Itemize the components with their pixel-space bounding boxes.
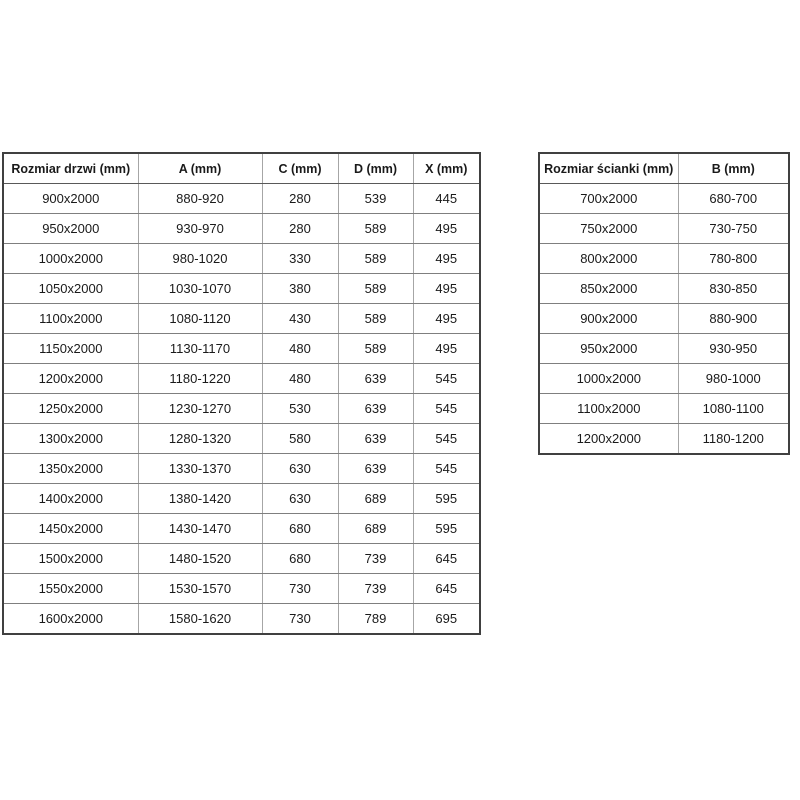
table-cell: 1100x2000 [3, 304, 138, 334]
table-cell: 880-900 [678, 304, 789, 334]
table-cell: 1030-1070 [138, 274, 262, 304]
table-cell: 639 [338, 394, 413, 424]
table-cell: 1380-1420 [138, 484, 262, 514]
table-row [3, 184, 480, 214]
table-cell: 1150x2000 [3, 334, 138, 364]
table-cell: 595 [413, 514, 480, 544]
table-cell: 545 [413, 454, 480, 484]
table-cell: 880-920 [138, 184, 262, 214]
table-header-cell: Rozmiar ścianki (mm) [539, 153, 678, 184]
table-cell: 589 [338, 334, 413, 364]
table-cell: 789 [338, 604, 413, 635]
table-cell: 645 [413, 544, 480, 574]
table-row [539, 244, 789, 274]
table-cell: 495 [413, 244, 480, 274]
table-cell: 1480-1520 [138, 544, 262, 574]
table-cell: 539 [338, 184, 413, 214]
wall-size-table-head [539, 153, 789, 184]
table-header-cell: X (mm) [413, 153, 480, 184]
table-row [539, 184, 789, 214]
table-cell: 589 [338, 274, 413, 304]
table-cell: 1200x2000 [3, 364, 138, 394]
table-row [3, 214, 480, 244]
table-cell: 645 [413, 574, 480, 604]
table-cell: 830-850 [678, 274, 789, 304]
table-cell: 495 [413, 274, 480, 304]
table-cell: 730 [262, 574, 338, 604]
table-row [539, 214, 789, 244]
table-row [3, 244, 480, 274]
wall-size-table [538, 152, 790, 455]
door-size-table-body [3, 184, 480, 635]
table-row [539, 424, 789, 455]
table-cell: 1580-1620 [138, 604, 262, 635]
table-cell: 639 [338, 454, 413, 484]
table-cell: 1450x2000 [3, 514, 138, 544]
table-cell: 1400x2000 [3, 484, 138, 514]
table-cell: 595 [413, 484, 480, 514]
table-cell: 1180-1220 [138, 364, 262, 394]
wall-size-table-body [539, 184, 789, 455]
table-cell: 950x2000 [3, 214, 138, 244]
table-cell: 930-950 [678, 334, 789, 364]
table-cell: 750x2000 [539, 214, 678, 244]
table-cell: 980-1020 [138, 244, 262, 274]
table-cell: 589 [338, 304, 413, 334]
table-cell: 689 [338, 484, 413, 514]
table-cell: 1550x2000 [3, 574, 138, 604]
table-cell: 330 [262, 244, 338, 274]
table-cell: 1000x2000 [3, 244, 138, 274]
table-cell: 639 [338, 364, 413, 394]
table-cell: 380 [262, 274, 338, 304]
table-cell: 930-970 [138, 214, 262, 244]
table-cell: 700x2000 [539, 184, 678, 214]
table-cell: 280 [262, 184, 338, 214]
table-cell: 730 [262, 604, 338, 635]
table-cell: 545 [413, 364, 480, 394]
table-row [539, 394, 789, 424]
table-row [3, 334, 480, 364]
table-row [539, 364, 789, 394]
table-row [3, 364, 480, 394]
table-cell: 1250x2000 [3, 394, 138, 424]
table-row [3, 574, 480, 604]
table-cell: 1200x2000 [539, 424, 678, 455]
table-cell: 800x2000 [539, 244, 678, 274]
table-header-row [539, 153, 789, 184]
table-cell: 530 [262, 394, 338, 424]
table-row [3, 394, 480, 424]
table-cell: 580 [262, 424, 338, 454]
table-cell: 495 [413, 304, 480, 334]
table-row [3, 274, 480, 304]
table-cell: 445 [413, 184, 480, 214]
table-cell: 495 [413, 214, 480, 244]
table-cell: 495 [413, 334, 480, 364]
table-cell: 730-750 [678, 214, 789, 244]
table-cell: 980-1000 [678, 364, 789, 394]
table-cell: 1100x2000 [539, 394, 678, 424]
table-cell: 545 [413, 394, 480, 424]
table-cell: 1300x2000 [3, 424, 138, 454]
table-row [3, 304, 480, 334]
table-cell: 1330-1370 [138, 454, 262, 484]
table-cell: 739 [338, 574, 413, 604]
table-cell: 589 [338, 214, 413, 244]
table-cell: 430 [262, 304, 338, 334]
table-cell: 639 [338, 424, 413, 454]
table-cell: 1000x2000 [539, 364, 678, 394]
table-row [539, 334, 789, 364]
table-row [3, 454, 480, 484]
table-cell: 589 [338, 244, 413, 274]
table-cell: 689 [338, 514, 413, 544]
table-cell: 1180-1200 [678, 424, 789, 455]
table-cell: 1050x2000 [3, 274, 138, 304]
table-cell: 630 [262, 484, 338, 514]
table-row [539, 274, 789, 304]
table-header-row [3, 153, 480, 184]
table-cell: 545 [413, 424, 480, 454]
table-cell: 1280-1320 [138, 424, 262, 454]
table-cell: 280 [262, 214, 338, 244]
table-cell: 630 [262, 454, 338, 484]
table-cell: 1530-1570 [138, 574, 262, 604]
table-header-cell: C (mm) [262, 153, 338, 184]
table-cell: 780-800 [678, 244, 789, 274]
table-cell: 1350x2000 [3, 454, 138, 484]
table-cell: 480 [262, 334, 338, 364]
table-cell: 850x2000 [539, 274, 678, 304]
table-cell: 1230-1270 [138, 394, 262, 424]
table-cell: 1130-1170 [138, 334, 262, 364]
table-cell: 1080-1100 [678, 394, 789, 424]
table-cell: 950x2000 [539, 334, 678, 364]
table-row [3, 484, 480, 514]
door-size-table-head [3, 153, 480, 184]
table-cell: 680 [262, 544, 338, 574]
table-row [3, 424, 480, 454]
table-cell: 900x2000 [539, 304, 678, 334]
table-cell: 1500x2000 [3, 544, 138, 574]
table-cell: 695 [413, 604, 480, 635]
table-cell: 680-700 [678, 184, 789, 214]
table-header-cell: A (mm) [138, 153, 262, 184]
table-cell: 900x2000 [3, 184, 138, 214]
table-cell: 1600x2000 [3, 604, 138, 635]
table-cell: 680 [262, 514, 338, 544]
table-cell: 1080-1120 [138, 304, 262, 334]
table-header-cell: Rozmiar drzwi (mm) [3, 153, 138, 184]
table-row [3, 604, 480, 635]
table-row [3, 514, 480, 544]
table-cell: 1430-1470 [138, 514, 262, 544]
table-cell: 739 [338, 544, 413, 574]
door-size-table [2, 152, 481, 635]
table-header-cell: B (mm) [678, 153, 789, 184]
table-row [3, 544, 480, 574]
table-row [539, 304, 789, 334]
table-cell: 480 [262, 364, 338, 394]
table-header-cell: D (mm) [338, 153, 413, 184]
